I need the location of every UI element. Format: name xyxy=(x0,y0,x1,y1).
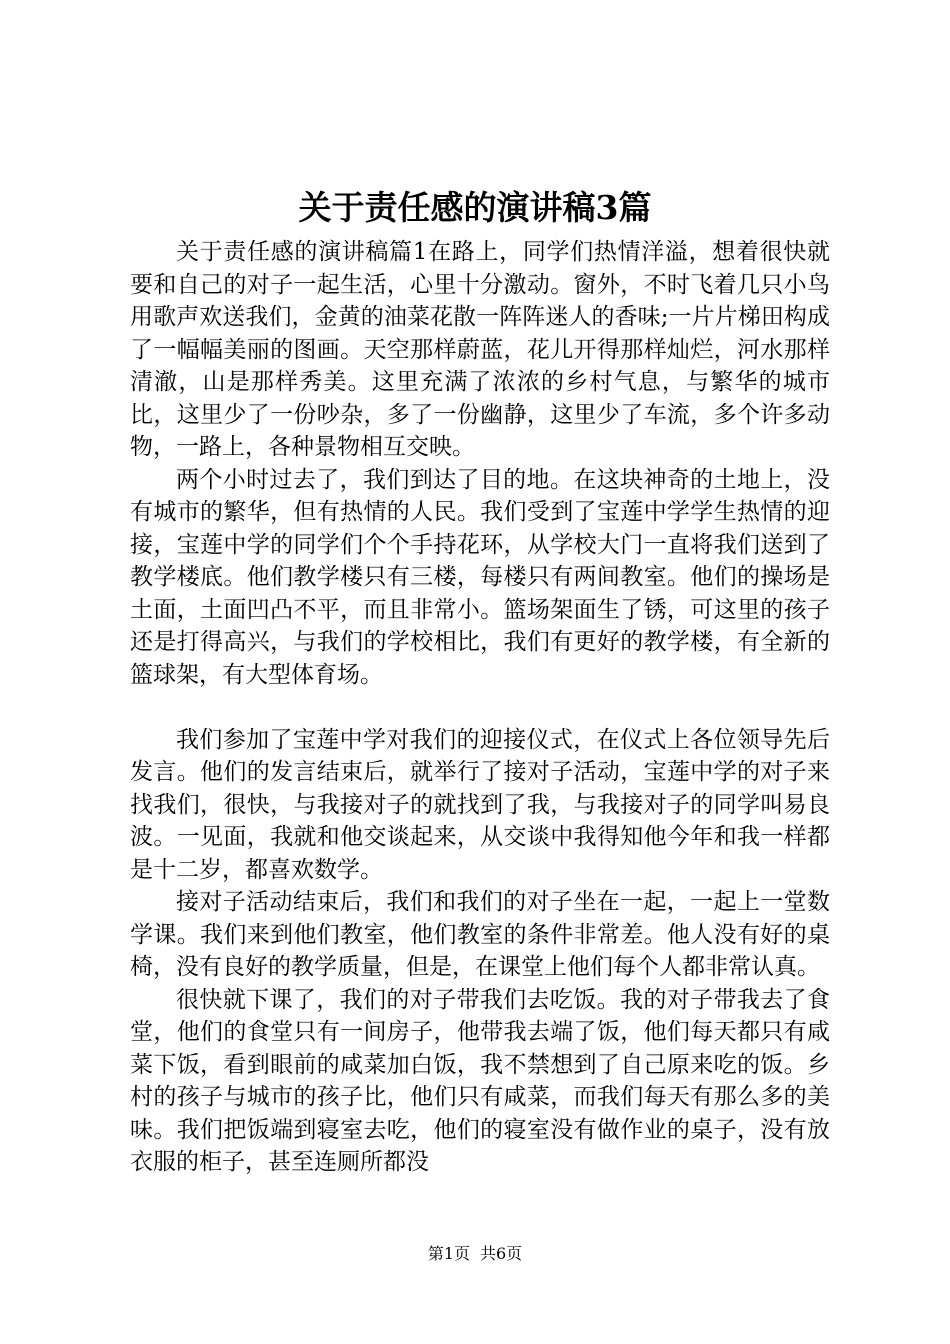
paragraph-4: 接对子活动结束后，我们和我们的对子坐在一起，一起上一堂数学课。我们来到他们教室，他们教室的条件非常差。他人没有好的桌椅，没有良好的教学质量，但是，在课堂上他们每个人都非常认真。 xyxy=(130,889,830,980)
document-title: 关于责任感的演讲稿3篇 xyxy=(298,188,652,227)
paragraph-5: 很快就下课了，我们的对子带我们去吃饭。我的对子带我去了食堂，他们的食堂只有一间房子，他带我去端了饭，他们每天都只有咸菜下饭，看到眼前的咸菜加白饭，我不禁想到了自己原来吃的饭。乡村的孩子与城市的孩子比，他们只有咸菜，而我们每天有那么多的美味。我们把饭端到寝室去吃，他们的寝室没有做作业的桌子，没有放衣服的柜子，甚至连厕所都没 xyxy=(130,986,830,1175)
paragraph-1: 关于责任感的演讲稿篇1在路上，同学们热情洋溢，想着很快就要和自己的对子一起生活，心里十分激动。窗外，不时飞着几只小鸟用歌声欢送我们，金黄的油菜花散一阵阵迷人的香味;一片片梯田构成了一幅幅美丽的图画。天空那样蔚蓝，花儿开得那样灿烂，河水那样清澈，山是那样秀美。这里充满了浓浓的乡村气息，与繁华的城市比，这里少了一份吵杂，多了一份幽静，这里少了车流，多个许多动物，一路上，各种景物相互交映。 xyxy=(130,239,830,460)
paragraph-2: 两个小时过去了，我们到达了目的地。在这块神奇的土地上，没有城市的繁华，但有热情的人民。我们受到了宝莲中学学生热情的迎接，宝莲中学的同学们个个手持花环，从学校大门一直将我们送到了教学楼底。他们教学楼只有三楼，每楼只有两间教室。他们的操场是土面，土面凹凸不平，而且非常小。篮场架面生了锈，可这里的孩子还是打得高兴，与我们的学校相比，我们有更好的教学楼，有全新的篮球架，有大型体育场。 xyxy=(130,466,830,688)
document-body xyxy=(130,236,830,1179)
page-footer xyxy=(0,1243,950,1265)
page-number: 第1页 xyxy=(427,1244,470,1263)
paragraph-3: 我们参加了宝莲中学对我们的迎接仪式，在仪式上各位领导先后发言。他们的发言结束后，就举行了接对子活动，宝莲中学的对子来找我们，很快，与我接对子的就找到了我，与我接对子的同学叫易良波。一见面，我就和他交谈起来，从交谈中我得知他今年和我一样都是十二岁，都喜欢数学。 xyxy=(130,726,830,883)
page-total: 共6页 xyxy=(480,1244,523,1263)
paragraph-spacer xyxy=(130,691,830,724)
